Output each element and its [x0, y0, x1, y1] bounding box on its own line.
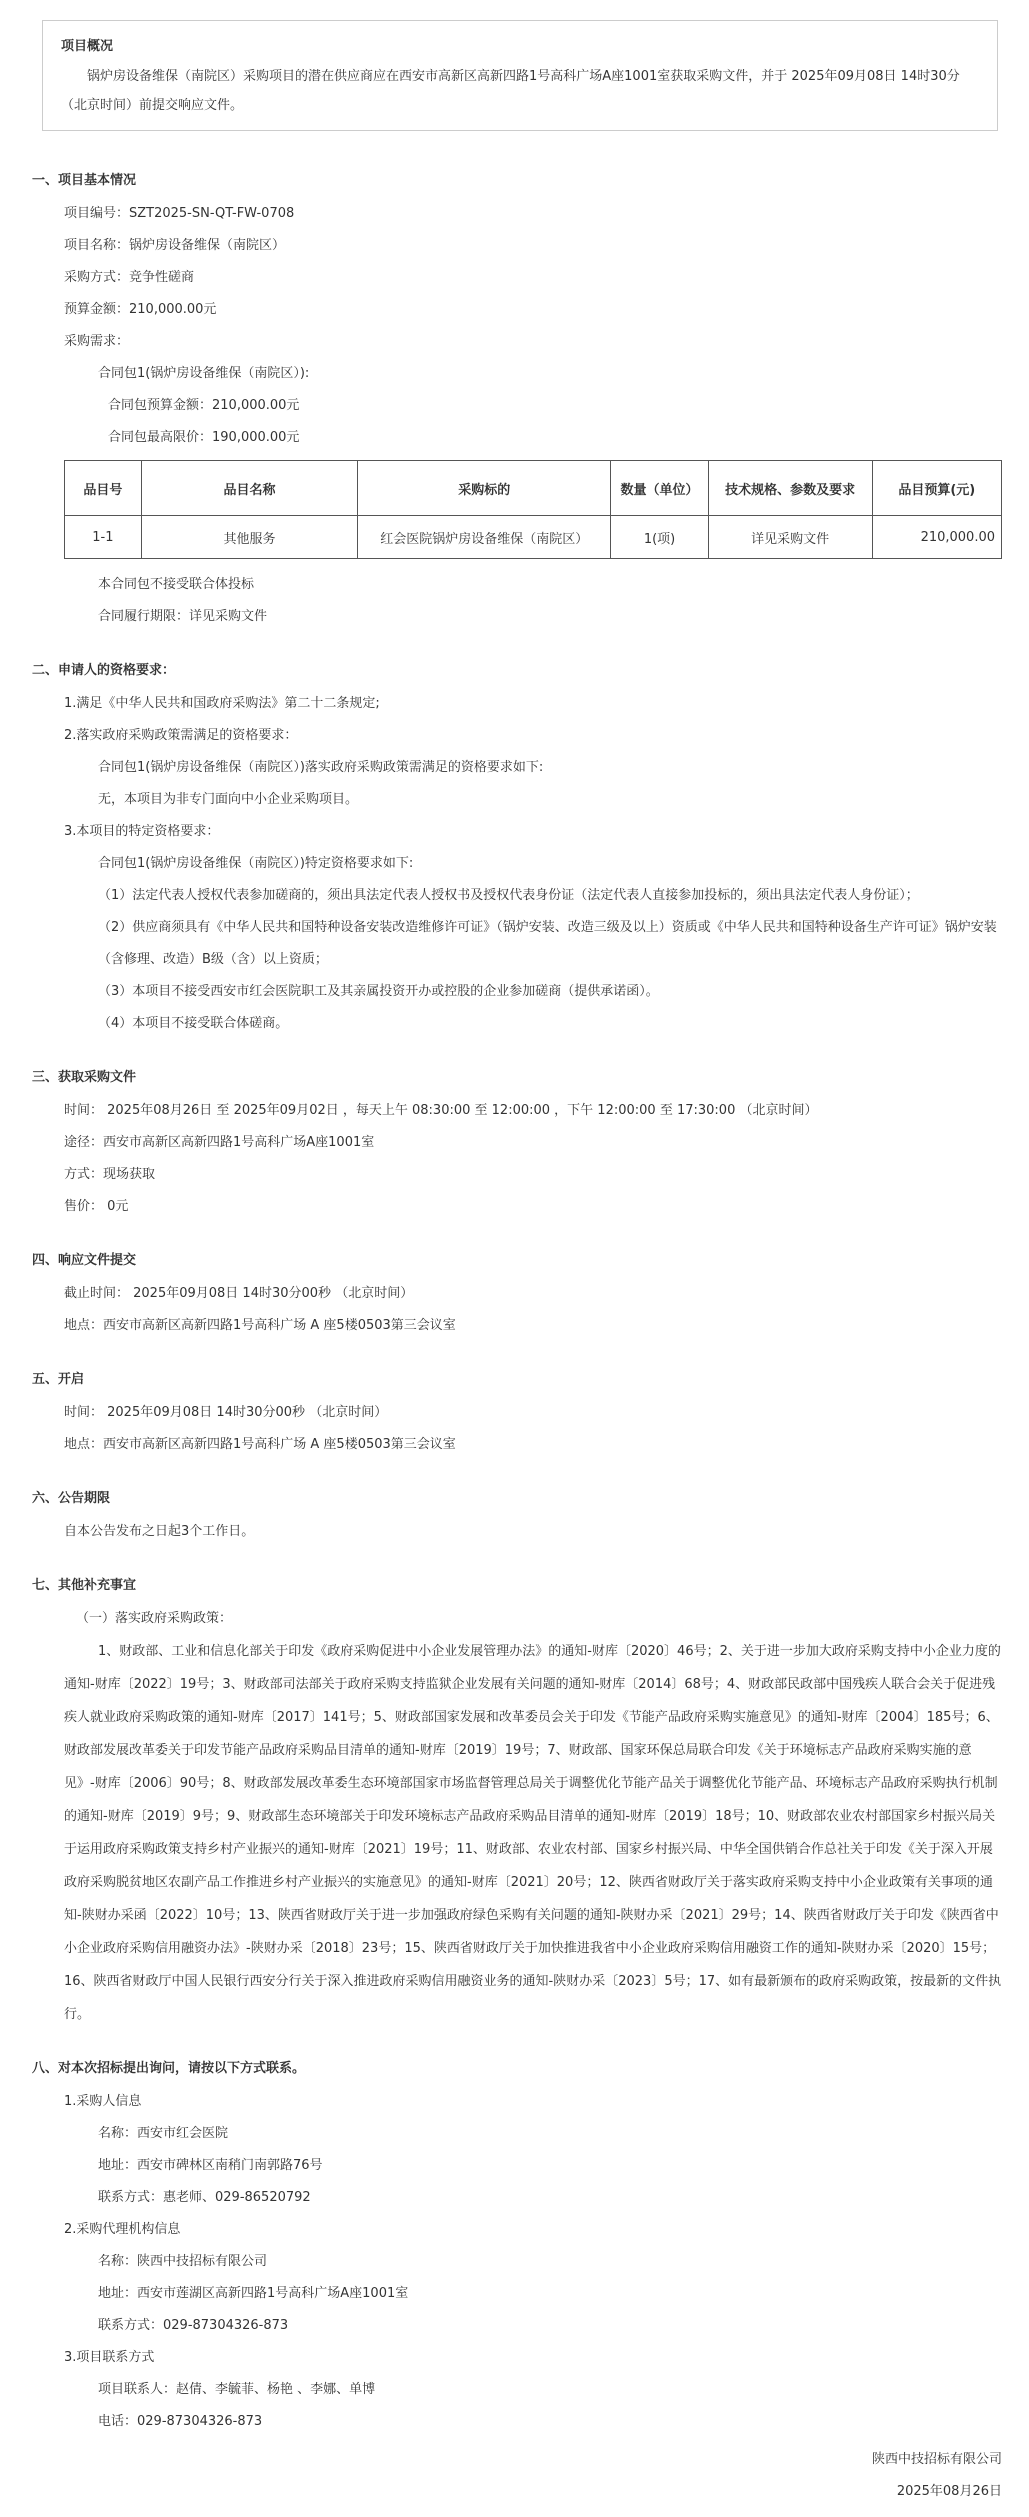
requirement-item: （1）法定代表人授权代表参加磋商的，须出具法定代表人授权书及授权代表身份证（法定代表人直接参加投标的，须出具法定代表人身份证）； — [98, 888, 919, 903]
package-budget: 合同包预算金额：210,000.00元 — [108, 398, 300, 413]
purchaser-name: 名称：西安市红会医院 — [98, 2126, 229, 2141]
agency-name: 名称：陕西中技招标有限公司 — [98, 2254, 268, 2269]
budget-amount: 预算金额：210,000.00元 — [64, 302, 217, 317]
qualification-item: 2.落实政府采购政策需满足的资格要求： — [64, 728, 298, 743]
table-header-cell: 品目预算(元) — [872, 461, 1001, 516]
signature-org: 陕西中技招标有限公司 — [871, 2452, 1002, 2467]
table-header-cell: 品目名称 — [141, 461, 357, 516]
obtain-price: 售价： 0元 — [64, 1199, 129, 1214]
procurement-needs-label: 采购需求： — [64, 334, 130, 349]
no-union-note: 本合同包不接受联合体投标 — [98, 577, 255, 592]
table-row — [65, 516, 1002, 559]
submission-deadline: 截止时间： 2025年09月08日 14时30分00秒 （北京时间） — [64, 1286, 414, 1301]
project-overview-box — [42, 20, 998, 131]
section-basic-info-title: 一、项目基本情况 — [32, 173, 137, 188]
overview-text: 锅炉房设备维保（南院区）采购项目的潜在供应商应在西安市高新区高新四路1号高科广场A座1001室获取采购文件，并于 2025年09月08日 14时30分 （北京时间）前提交响应文件。 — [61, 69, 960, 113]
section-supplementary-title: 七、其他补充事宜 — [32, 1578, 137, 1593]
policy-list-text: 1、财政部、工业和信息化部关于印发《政府采购促进中小企业发展管理办法》的通知-财库〔2020〕46号；2、关于进一步加大政府采购支持中小企业力度的通知-财库〔2022〕19号；3、财政部司法部关于政府采购支持监狱企业发展有关问题的通知-财库〔2014〕68号；4、财政部民政部中国残疾人联合会关于促进残疾人就业政府采购政策的通知-财库〔2017〕141号；5、财政部国家发展和改革委员会关于印发《节能产品政府采购实施意见》的通知-财库〔2004〕185号；6、财政部发展改革委关于印发节能产品政府采购品目清单的通知-财库〔2019〕19号；7、财政部、国家环保总局联合印发《关于环境标志产品政府采购实施的意见》-财库〔2006〕90号；8、财政部发展改革委生态环境部国家市场监督管理总局关于调整优化节能产品关于调整优化节能产品、环境标志产品政府采购执行机制的通知-财库〔2019〕9号；9、财政部生态环境部关于印发环境标志产品政府采购品目清单的通知-财库〔2019〕18号；10、财政部农业农村部国家乡村振兴局关于运用政府采购政策支持乡村产业振兴的通知-财库〔2021〕19号；11、财政部、农业农村部、国家乡村振兴局、中华全国供销合作总社关于印发《关于深入开展政府采购脱贫地区农副产品工作推进乡村产业振兴的实施意见》的通知-财库〔2021〕20号；12、陕西省财政厅关于落实政府采购支持中小企业政策有关事项的通知-陕财办采函〔2022〕10号；13、陕西省财政厅关于进一步加强政府绿色采购有关问题的通知-陕财办采〔2021〕29号；14、陕西省财政厅关于印发《陕西省中小企业政府采购信用融资办法》-陕财办采〔2018〕23号；15、陕西省财政厅关于加快推进我省中小企业政府采购信用融资工作的通知-陕财办采〔2020〕15号；16、陕西省财政厅中国人民银行西安分行关于深入推进政府采购信用融资业务的通知-陕财办采〔2023〕5号；17、如有最新颁布的政府采购政策，按最新的文件执行。 — [64, 1644, 1002, 2022]
purchaser-address: 地址：西安市碑林区南稍门南郭路76号 — [98, 2158, 323, 2173]
qualification-detail: 无，本项目为非专门面向中小企业采购项目。 — [98, 792, 359, 807]
agency-address: 地址：西安市莲湖区高新四路1号高科广场A座1001室 — [98, 2286, 409, 2301]
signature-date: 2025年08月26日 — [896, 2484, 1002, 2499]
items-table — [64, 460, 1002, 559]
purchaser-info-label: 1.采购人信息 — [64, 2094, 142, 2109]
project-contact-phone: 电话：029-87304326-873 — [98, 2414, 263, 2429]
table-cell: 红会医院锅炉房设备维保（南院区） — [358, 516, 611, 559]
table-header-row — [65, 461, 1002, 516]
project-name: 项目名称：锅炉房设备维保（南院区） — [64, 238, 286, 253]
notice-period-text: 自本公告发布之日起3个工作日。 — [64, 1524, 255, 1539]
qualification-item: 1.满足《中华人民共和国政府采购法》第二十二条规定; — [64, 696, 380, 711]
requirement-item: （2）供应商须具有《中华人民共和国特种设备安装改造维修许可证》（锅炉安装、改造三级及以上）资质或《中华人民共和国特种设备生产许可证》锅炉安装（含修理、改造）B级（含）以上资质； — [98, 920, 997, 967]
contract-period: 合同履行期限：详见采购文件 — [98, 609, 268, 624]
qualification-detail: 合同包1(锅炉房设备维保（南院区）)落实政府采购政策需满足的资格要求如下: — [98, 760, 544, 775]
table-cell: 210,000.00 — [872, 516, 1001, 559]
project-contact-label: 3.项目联系方式 — [64, 2350, 155, 2365]
qualification-item: 3.本项目的特定资格要求： — [64, 824, 220, 839]
table-cell: 1-1 — [65, 516, 142, 559]
opening-time: 时间： 2025年09月08日 14时30分00秒 （北京时间） — [64, 1405, 388, 1420]
section-contact-title: 八、对本次招标提出询问，请按以下方式联系。 — [32, 2061, 306, 2076]
contract-package-label: 合同包1(锅炉房设备维保（南院区）): — [98, 366, 310, 381]
purchaser-contact: 联系方式：惠老师、029-86520792 — [98, 2190, 311, 2205]
requirement-item: （4）本项目不接受联合体磋商。 — [98, 1016, 289, 1031]
table-cell: 详见采购文件 — [708, 516, 872, 559]
table-header-cell: 品目号 — [65, 461, 142, 516]
obtain-place: 途径：西安市高新区高新四路1号高科广场A座1001室 — [64, 1135, 375, 1150]
section-qualification-title: 二、申请人的资格要求： — [32, 663, 176, 678]
section-obtain-docs-title: 三、获取采购文件 — [32, 1070, 137, 1085]
package-limit: 合同包最高限价：190,000.00元 — [108, 430, 300, 445]
qualification-detail: 合同包1(锅炉房设备维保（南院区）)特定资格要求如下: — [98, 856, 414, 871]
obtain-time: 时间： 2025年08月26日 至 2025年09月02日 ，每天上午 08:30:00 至 12:00:00 ，下午 12:00:00 至 17:30:00 （北京时间） — [64, 1103, 818, 1118]
table-header-cell: 采购标的 — [358, 461, 611, 516]
obtain-method: 方式：现场获取 — [64, 1167, 156, 1182]
table-header-cell: 数量（单位） — [611, 461, 708, 516]
overview-title: 项目概况 — [61, 39, 114, 54]
opening-place: 地点：西安市高新区高新四路1号高科广场 A 座5楼0503第三会议室 — [64, 1437, 456, 1452]
section-opening-title: 五、开启 — [32, 1372, 85, 1387]
table-header-cell: 技术规格、参数及要求 — [708, 461, 872, 516]
table-cell: 其他服务 — [141, 516, 357, 559]
announcement-page — [32, 20, 1002, 2508]
section-submission-title: 四、响应文件提交 — [32, 1253, 137, 1268]
agency-contact: 联系方式：029-87304326-873 — [98, 2318, 289, 2333]
procurement-method: 采购方式：竞争性磋商 — [64, 270, 195, 285]
project-number: 项目编号：SZT2025-SN-QT-FW-0708 — [64, 206, 295, 221]
policy-subtitle: （一）落实政府采购政策： — [76, 1611, 233, 1626]
table-cell: 1(项) — [611, 516, 708, 559]
agency-info-label: 2.采购代理机构信息 — [64, 2222, 181, 2237]
submission-place: 地点：西安市高新区高新四路1号高科广场 A 座5楼0503第三会议室 — [64, 1318, 456, 1333]
project-contact-people: 项目联系人：赵倩、李毓菲、杨艳 、李娜、单博 — [98, 2382, 376, 2397]
requirement-item: （3）本项目不接受西安市红会医院职工及其亲属投资开办或控股的企业参加磋商（提供承诺函）。 — [98, 984, 659, 999]
section-notice-period-title: 六、公告期限 — [32, 1491, 111, 1506]
